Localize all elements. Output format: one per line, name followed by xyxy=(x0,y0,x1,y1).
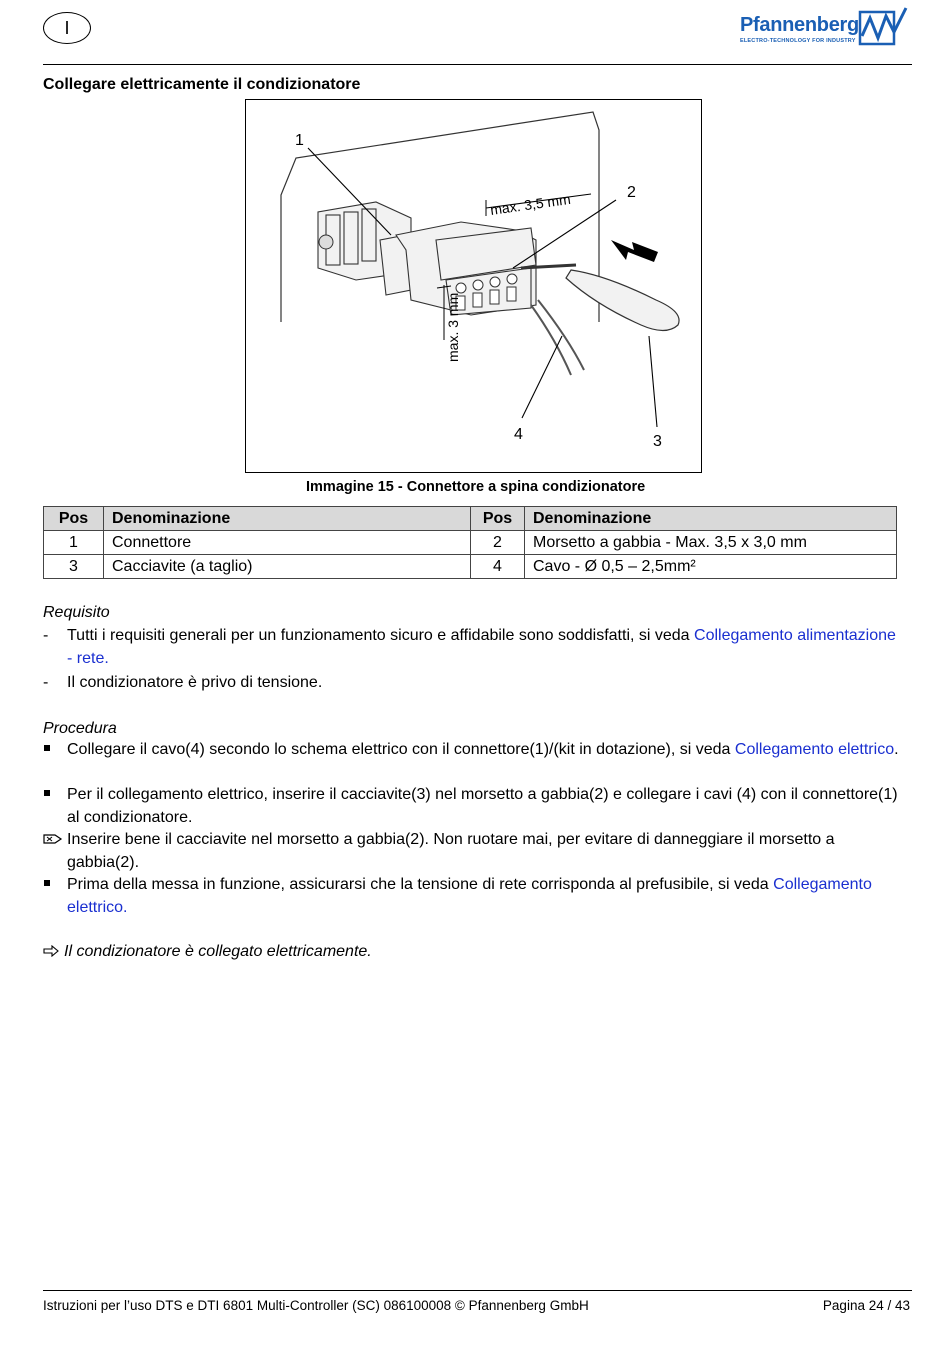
table-cell: 3 xyxy=(44,555,104,579)
footer-document-info: Istruzioni per l’uso DTS e DTI 6801 Multi-Controller (SC) 086100008 © Pfannenberg GmbH xyxy=(43,1298,589,1313)
table-header: Pos xyxy=(44,507,104,531)
table-cell: 1 xyxy=(44,531,104,555)
bullet-square-icon xyxy=(43,874,65,897)
requisito-item xyxy=(43,625,903,670)
table-cell: 4 xyxy=(471,555,525,579)
table-cell: Cavo - Ø 0,5 – 2,5mm² xyxy=(525,555,897,579)
procedura-step xyxy=(43,739,903,762)
footer-page-number: Pagina 24 / 43 xyxy=(822,1298,910,1313)
note-hand-icon xyxy=(43,829,65,852)
figure-label-3: 3 xyxy=(653,433,662,450)
logo-tagline: ELECTRO-TECHNOLOGY FOR INDUSTRY xyxy=(740,38,856,44)
dim-horizontal-label: max. 3,5 mm xyxy=(489,190,572,218)
procedura-step xyxy=(43,784,903,829)
bullet-square-icon xyxy=(43,739,65,762)
language-badge: I xyxy=(43,12,91,44)
step-text: Per il collegamento elettrico, inserire il cacciavite(3) nel morsetto a gabbia(2) e collegare i cavi (4) con il connettore(1) al condizionatore. xyxy=(67,786,898,826)
requisito-heading: Requisito xyxy=(43,604,110,621)
procedura-note xyxy=(43,829,903,874)
step-text: Collegare il cavo(4) secondo lo schema elettrico con il connettore(1)/(kit in dotazione), si veda xyxy=(67,741,735,758)
procedura-step xyxy=(43,874,903,919)
step-text-end: . xyxy=(894,741,899,758)
table-cell: Morsetto a gabbia - Max. 3,5 x 3,0 mm xyxy=(525,531,897,555)
note-text: Inserire bene il cacciavite nel morsetto a gabbia(2). Non ruotare mai, per evitare di danneggiare il morsetto a gabbia(2). xyxy=(67,831,835,871)
logo-wave-icon xyxy=(858,6,910,48)
logo-name: Pfannenberg xyxy=(740,14,859,36)
table-cell: 2 xyxy=(471,531,525,555)
table-header: Denominazione xyxy=(525,507,897,531)
figure-label-4: 4 xyxy=(514,426,523,443)
figure-caption: Immagine 15 - Connettore a spina condizionatore xyxy=(306,479,646,495)
figure-label-2: 2 xyxy=(627,184,636,201)
section-title: Collegare elettricamente il condizionatore xyxy=(43,76,361,93)
table-row xyxy=(44,531,897,555)
table-header: Pos xyxy=(471,507,525,531)
connector-figure xyxy=(245,99,702,473)
table-header: Denominazione xyxy=(104,507,471,531)
link-collegamento-elettrico[interactable]: Collegamento elettrico xyxy=(734,741,895,758)
bullet-square-icon xyxy=(43,784,65,807)
result-text: Il condizionatore è collegato elettricamente. xyxy=(64,943,372,960)
requisito-text: Tutti i requisiti generali per un funzionamento sicuro e affidabile sono soddisfatti, si veda xyxy=(67,627,695,644)
dash-marker: - xyxy=(43,627,49,644)
result-line xyxy=(43,941,903,964)
dim-vertical-label: max. 3 mm xyxy=(445,292,461,362)
company-logo xyxy=(740,6,912,48)
procedura-heading: Procedura xyxy=(43,720,117,737)
dash-marker: - xyxy=(43,674,49,691)
table-header-row xyxy=(44,507,897,531)
header-rule xyxy=(43,64,912,65)
table-row xyxy=(44,555,897,579)
requisito-text: Il condizionatore è privo di tensione. xyxy=(67,674,323,691)
link-collegamento-alimentazione[interactable]: Collegamento alimentazione - rete. xyxy=(67,627,896,667)
table-cell: Cacciavite (a taglio) xyxy=(104,555,471,579)
position-table xyxy=(43,506,897,579)
requisito-item xyxy=(43,672,903,695)
table-cell: Connettore xyxy=(104,531,471,555)
figure-label-1: 1 xyxy=(295,132,304,149)
link-collegamento-elettrico-2[interactable]: Collegamento elettrico. xyxy=(67,876,872,916)
step-text: Prima della messa in funzione, assicurarsi che la tensione di rete corrisponda al prefusibile, si veda xyxy=(67,876,774,893)
footer-rule xyxy=(43,1290,912,1291)
connector-illustration xyxy=(246,100,701,472)
result-arrow-icon xyxy=(43,941,65,964)
